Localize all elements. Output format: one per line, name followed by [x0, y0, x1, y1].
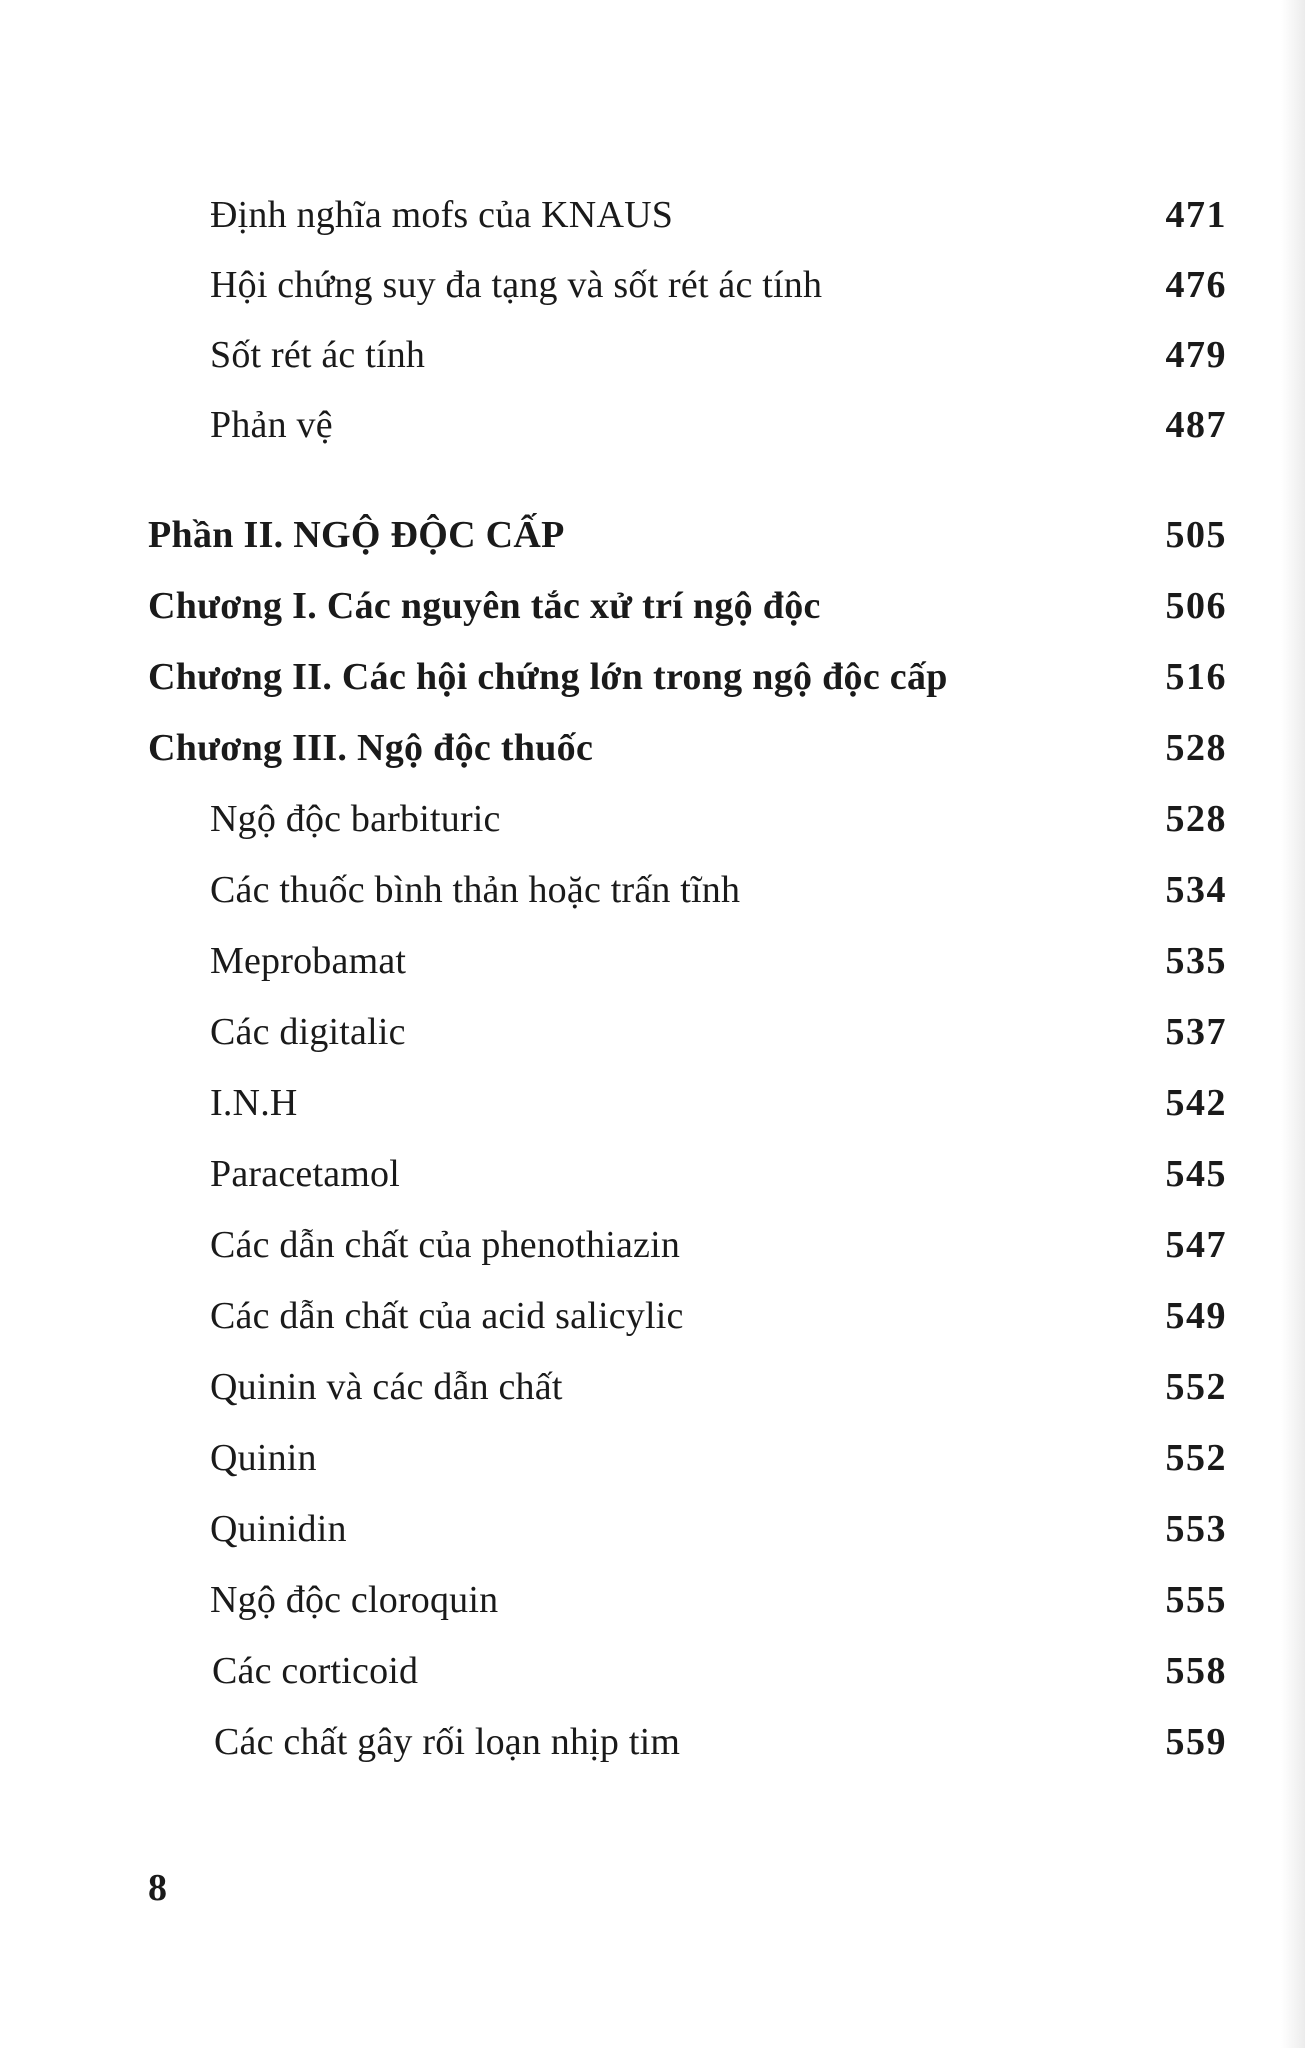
toc-entry-title: Các thuốc bình thản hoặc trấn tĩnh — [210, 869, 741, 911]
toc-entry — [214, 1712, 680, 1772]
toc-entry — [210, 860, 740, 920]
toc-entry-title: I.N.H — [210, 1082, 298, 1124]
toc-part-heading — [148, 505, 565, 565]
toc-entry-page: 558 — [1165, 1650, 1227, 1692]
toc-entry-page: 505 — [1165, 514, 1227, 556]
toc-entry-page: 552 — [1165, 1437, 1227, 1479]
toc-entry-title: Quinin — [210, 1437, 317, 1479]
toc-entry-title: Các dẫn chất của phenothiazin — [210, 1224, 681, 1266]
toc-entry-title: Meprobamat — [210, 940, 407, 982]
toc-chapter-heading — [148, 647, 948, 707]
page-number: 8 — [148, 1867, 167, 1909]
toc-entry-title: Chương II. Các hội chứng lớn trong ngộ độc cấp — [148, 656, 948, 698]
toc-entry-title: Phần II. NGỘ ĐỘC CẤP — [148, 514, 565, 556]
toc-entry-page: 516 — [1165, 656, 1227, 698]
toc-entry-title: Ngộ độc barbituric — [210, 798, 501, 840]
toc-chapter-heading — [148, 576, 821, 636]
toc-entry-title: Quinin và các dẫn chất — [210, 1366, 563, 1408]
toc-entry-title: Các digitalic — [210, 1011, 406, 1053]
toc-entry — [210, 1215, 680, 1275]
toc-entry — [210, 185, 673, 245]
toc-entry-page: 506 — [1165, 585, 1227, 627]
toc-entry — [210, 789, 501, 849]
toc-entry-title: Định nghĩa mofs của KNAUS — [210, 194, 674, 236]
toc-entry-title: Các chất gây rối loạn nhịp tim — [214, 1721, 681, 1763]
toc-entry-page: 476 — [1165, 264, 1227, 306]
toc-entry-page: 545 — [1165, 1153, 1227, 1195]
toc-entry — [210, 1144, 400, 1204]
toc-entry-page: 549 — [1165, 1295, 1227, 1337]
toc-entry-page: 552 — [1165, 1366, 1227, 1408]
toc-entry — [210, 1002, 406, 1062]
toc-entry-title: Paracetamol — [210, 1153, 400, 1195]
toc-entry — [210, 325, 425, 385]
toc-entry — [210, 931, 406, 991]
toc-entry-page: 553 — [1165, 1508, 1227, 1550]
toc-entry-title: Sốt rét ác tính — [210, 334, 426, 376]
toc-chapter-heading — [148, 718, 593, 778]
toc-entry — [210, 1286, 684, 1346]
toc-entry-page: 471 — [1165, 194, 1227, 236]
toc-entry-title: Ngộ độc cloroquin — [210, 1579, 499, 1621]
toc-entry-title: Quinidin — [210, 1508, 347, 1550]
toc-entry — [210, 1428, 317, 1488]
toc-entry — [212, 1641, 418, 1701]
toc-entry-page: 479 — [1165, 334, 1227, 376]
toc-entry-title: Hội chứng suy đa tạng và sốt rét ác tính — [210, 264, 823, 306]
toc-entry-page: 537 — [1165, 1011, 1227, 1053]
toc-entry-page: 528 — [1165, 798, 1227, 840]
toc-entry-page: 547 — [1165, 1224, 1227, 1266]
toc-entry — [210, 1357, 563, 1417]
toc-entry — [210, 395, 333, 455]
toc-entry-title: Các corticoid — [212, 1650, 419, 1692]
toc-entry-page: 559 — [1165, 1721, 1227, 1763]
toc-entry-title: Các dẫn chất của acid salicylic — [210, 1295, 684, 1337]
toc-entry-page: 542 — [1165, 1082, 1227, 1124]
toc-entry-title: Chương I. Các nguyên tắc xử trí ngộ độc — [148, 585, 821, 627]
toc-entry — [210, 1499, 347, 1559]
toc-entry — [210, 1073, 298, 1133]
toc-entry-title: Phản vệ — [210, 404, 333, 446]
toc-entry-title: Chương III. Ngộ độc thuốc — [148, 727, 594, 769]
toc-entry — [210, 1570, 498, 1630]
toc-entry-page: 555 — [1165, 1579, 1227, 1621]
toc-entry-page: 535 — [1165, 940, 1227, 982]
toc-entry-page: 487 — [1165, 404, 1227, 446]
toc-entry — [210, 255, 822, 315]
toc-entry-page: 528 — [1165, 727, 1227, 769]
toc-entry-page: 534 — [1165, 869, 1227, 911]
